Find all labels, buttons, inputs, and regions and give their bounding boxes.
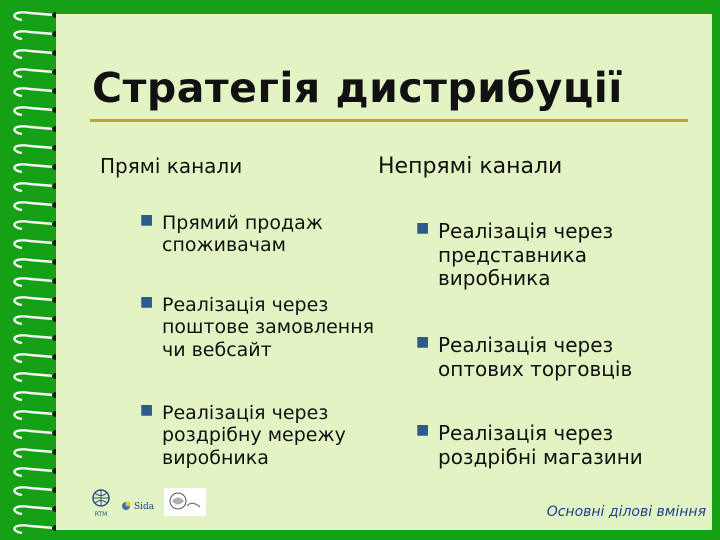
- bullet-square-icon: ■: [416, 422, 430, 438]
- emblem-logo-icon: [164, 488, 206, 516]
- bullet-square-icon: ■: [140, 402, 154, 418]
- slide-title: Стратегія дистрибуції: [92, 64, 623, 112]
- bullet-square-icon: ■: [416, 220, 430, 236]
- list-item-text: Реалізація через оптових торговців: [438, 333, 633, 381]
- globe-logo-icon: [93, 490, 109, 518]
- list-item-text: Прямий продаж споживачам: [162, 212, 323, 257]
- footer-caption: Основні ділові вміння: [546, 504, 706, 520]
- sida-logo-icon: [122, 502, 155, 513]
- bullet-square-icon: ■: [416, 334, 430, 350]
- list-item-text: Реалізація через поштове замовлення чи вебсайт: [162, 294, 375, 361]
- sponsor-logos: [88, 488, 210, 518]
- list-item-text: Реалізація через роздрібні магазини: [438, 421, 643, 469]
- direct-channels-heading: Прямі канали: [100, 154, 243, 178]
- logo-rtm-text: RTM: [94, 511, 108, 518]
- spiral-binding: [0, 0, 56, 540]
- list-item-text: Реалізація через роздрібну мережу виробника: [162, 402, 346, 469]
- logo-sida-text: Sida: [134, 502, 155, 512]
- title-divider: [90, 119, 688, 122]
- bullet-square-icon: ■: [140, 212, 154, 228]
- indirect-channels-heading: Непрямі канали: [378, 154, 563, 179]
- list-item-text: Реалізація через представника виробника: [438, 219, 614, 291]
- bullet-square-icon: ■: [140, 294, 154, 310]
